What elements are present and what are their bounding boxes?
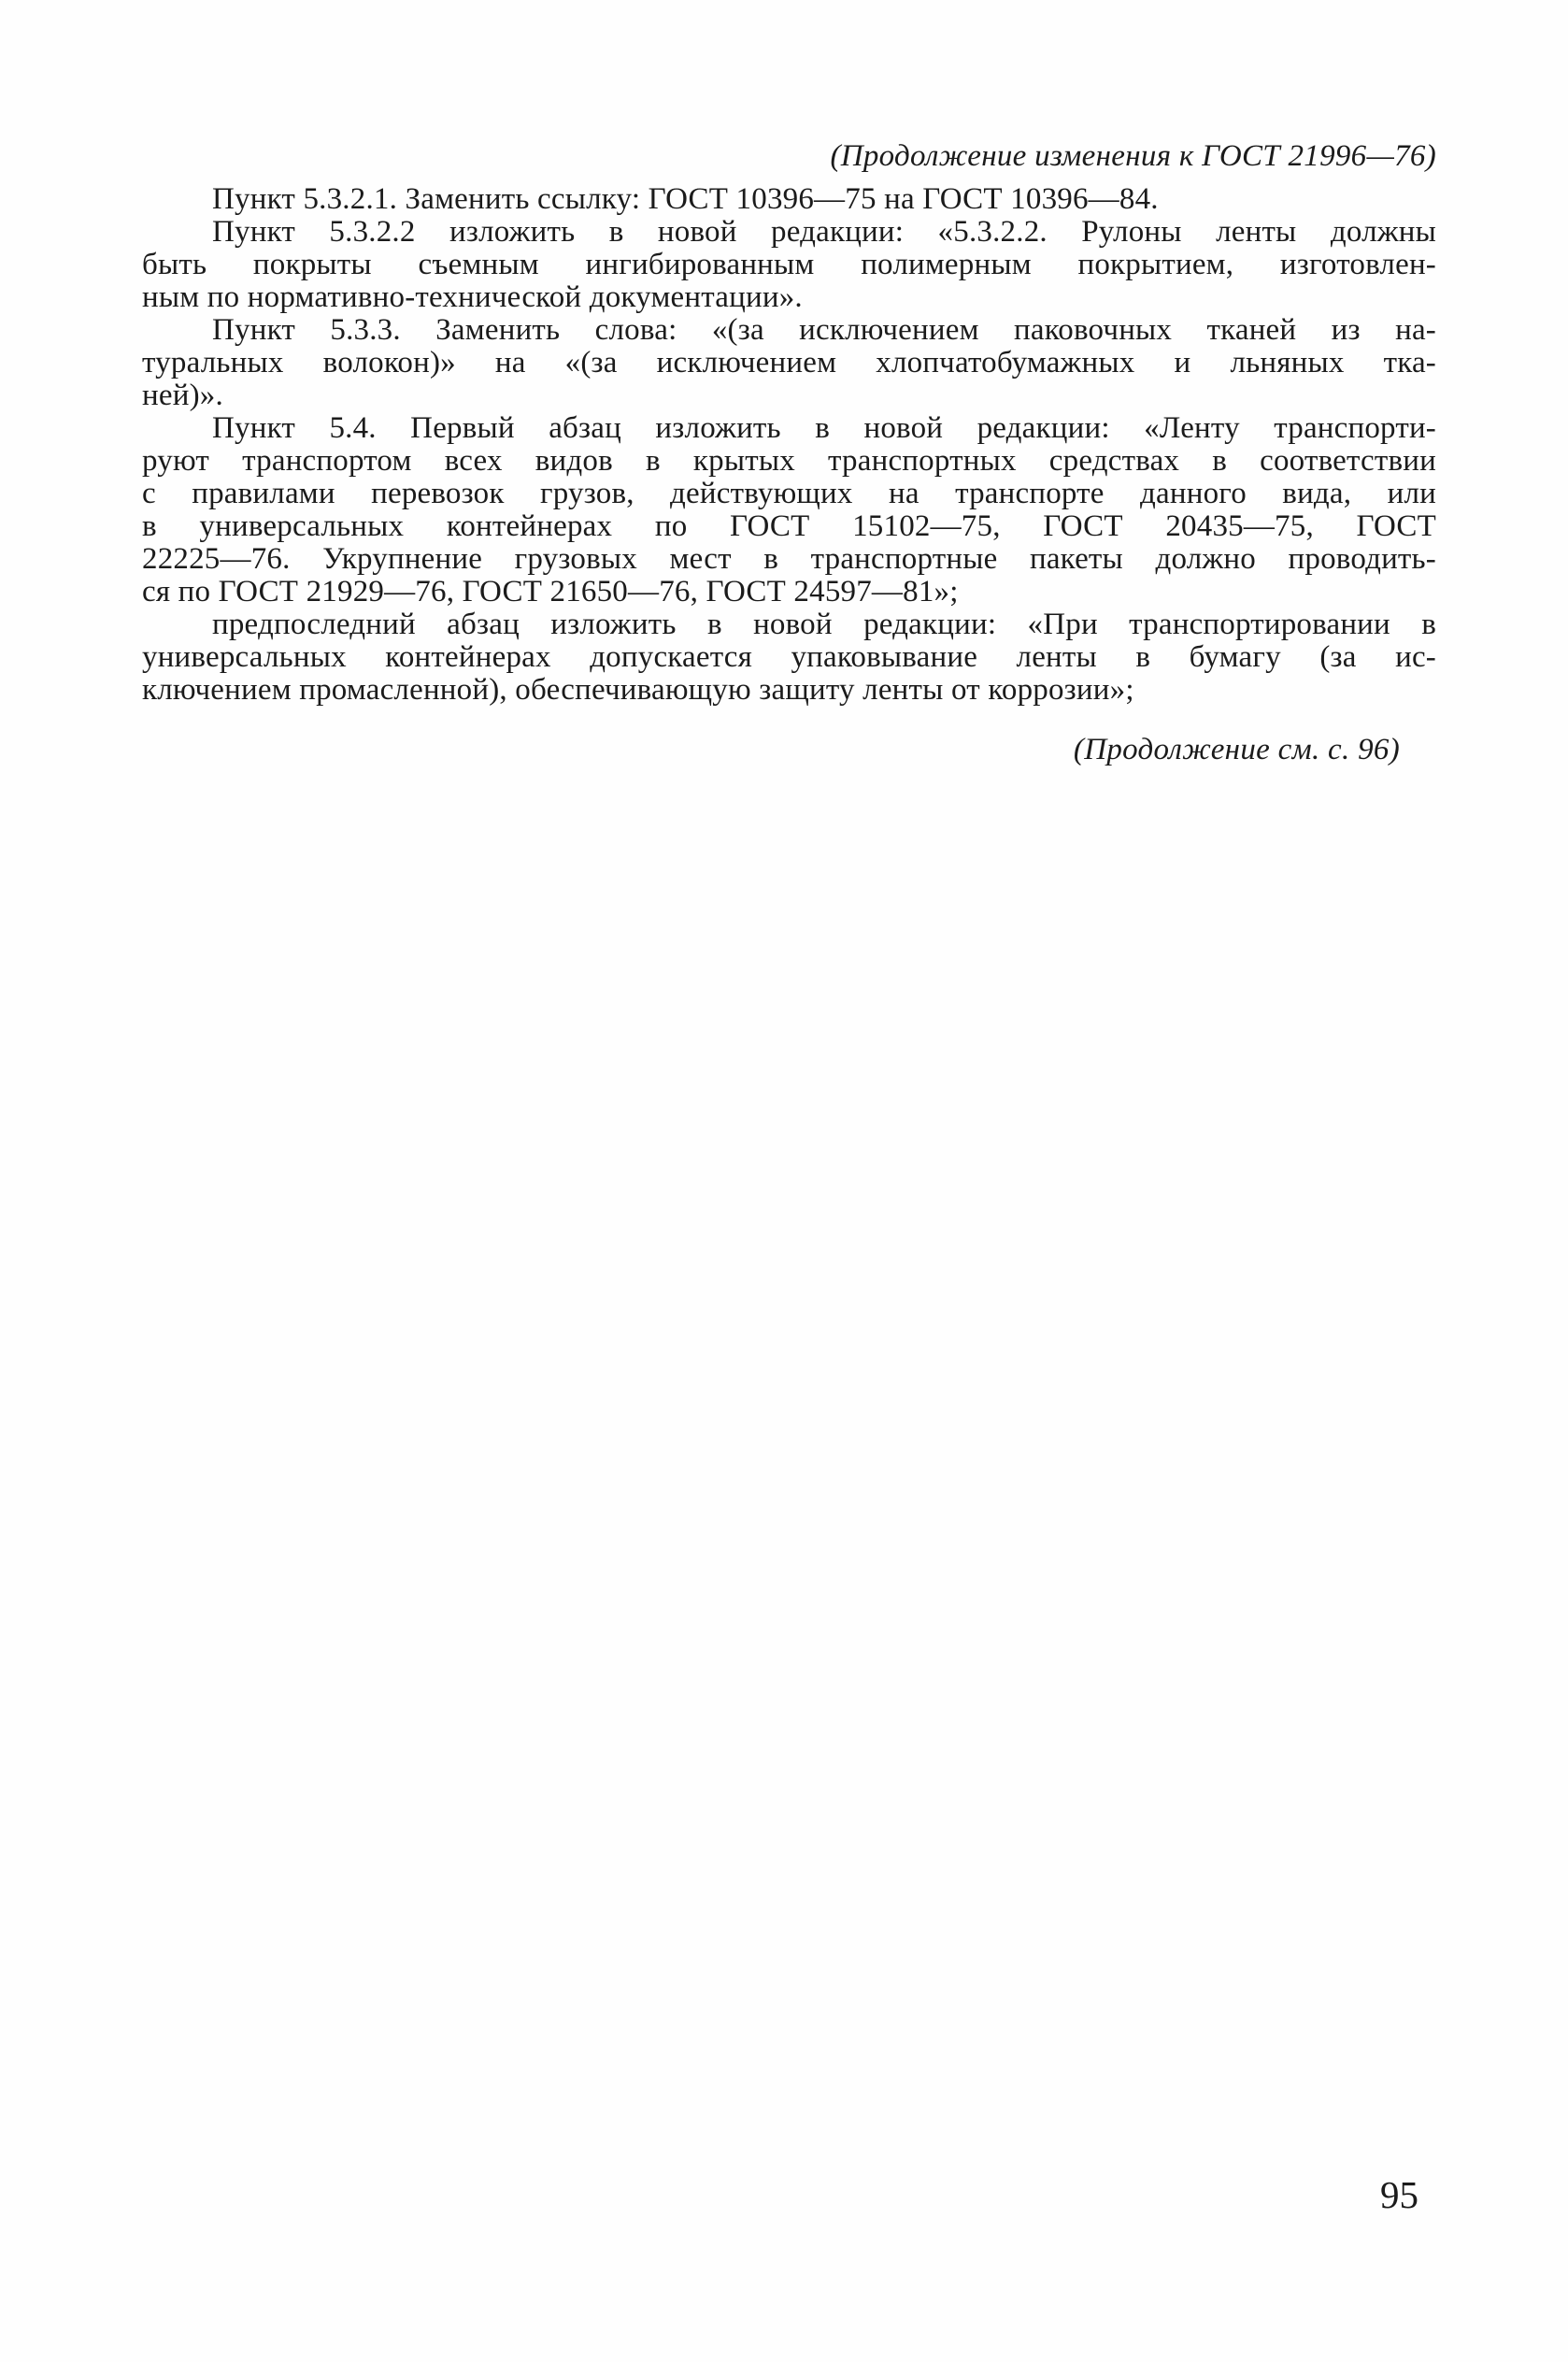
text-line: в универсальных контейнерах по ГОСТ 15102—75, ГОСТ 20435—75, ГОСТ	[142, 509, 1436, 543]
text-line: Пункт 5.3.3. Заменить слова: «(за исключением паковочных тканей из на-	[212, 313, 1436, 347]
text-line: с правилами перевозок грузов, действующих на транспорте данного вида, или	[142, 477, 1436, 510]
text-line: 22225—76. Укрупнение грузовых мест в транспортные пакеты должно проводить-	[142, 542, 1436, 576]
footer-continuation-note: (Продолжение см. с. 96)	[1073, 733, 1400, 766]
text-line: ключением промасленной), обеспечивающую защиту ленты от коррозии»;	[142, 673, 1134, 707]
text-line: ней)».	[142, 379, 223, 412]
page-number: 95	[1380, 2173, 1418, 2216]
text-line: ся по ГОСТ 21929—76, ГОСТ 21650—76, ГОСТ 24597—81»;	[142, 575, 959, 608]
document-body	[142, 183, 1436, 707]
text-line: Пункт 5.3.2.2 изложить в новой редакции: «5.3.2.2. Рулоны ленты должны	[212, 215, 1436, 249]
header-continuation-note: (Продолжение изменения к ГОСТ 21996—76)	[830, 139, 1436, 173]
paragraph	[142, 183, 1436, 216]
text-line: Пункт 5.4. Первый абзац изложить в новой редакции: «Ленту транспорти-	[212, 411, 1436, 445]
paragraph	[142, 412, 1436, 608]
paragraph	[142, 216, 1436, 314]
text-line: туральных волокон)» на «(за исключением хлопчатобумажных и льняных тка-	[142, 346, 1436, 379]
text-line: универсальных контейнерах допускается упаковывание ленты в бумагу (за ис-	[142, 640, 1436, 674]
text-line: ным по нормативно-технической документации».	[142, 280, 803, 314]
text-line: быть покрыты съемным ингибированным полимерным покрытием, изготовлен-	[142, 248, 1436, 281]
text-line: руют транспортом всех видов в крытых транспортных средствах в соответствии	[142, 444, 1436, 478]
paragraph	[142, 314, 1436, 412]
text-line: предпоследний абзац изложить в новой редакции: «При транспортировании в	[212, 608, 1436, 641]
paragraph	[142, 608, 1436, 707]
text-line: Пункт 5.3.2.1. Заменить ссылку: ГОСТ 10396—75 на ГОСТ 10396—84.	[212, 182, 1159, 216]
